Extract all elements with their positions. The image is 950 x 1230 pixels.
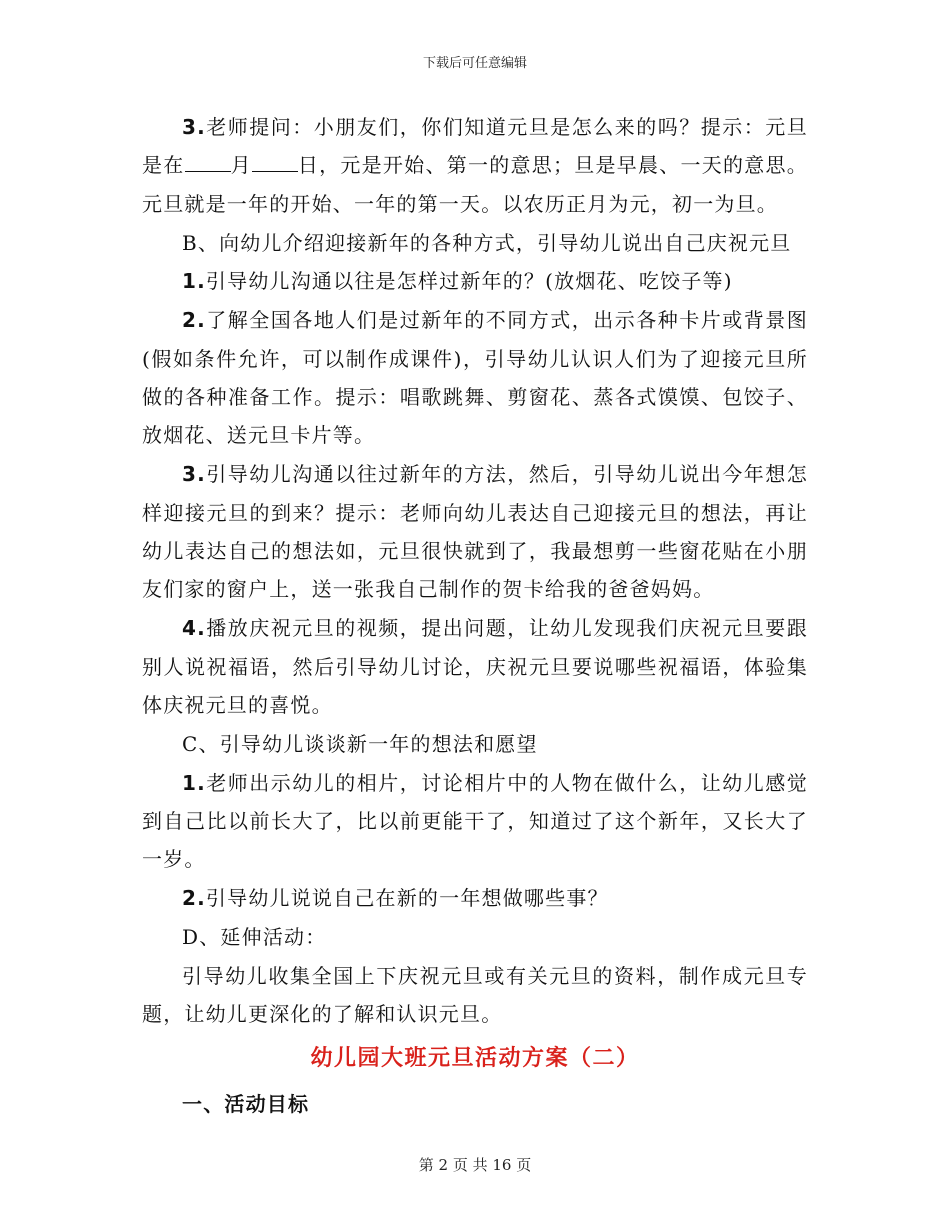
paragraph xyxy=(142,301,808,455)
list-number: 1. xyxy=(182,269,206,294)
paragraph xyxy=(142,957,808,1034)
paragraph-text: 引导幼儿收集全国上下庆祝元旦或有关元旦的资料，制作成元旦专题，让幼儿更深化的了解和认识元旦。 xyxy=(142,963,808,1027)
document-body xyxy=(142,108,808,1124)
paragraph-text: D、延伸活动： xyxy=(182,925,327,950)
list-number: 2. xyxy=(182,886,206,911)
fill-in-blank xyxy=(185,151,231,172)
section-title: 幼儿园大班元旦活动方案（二） xyxy=(310,1044,640,1071)
paragraph xyxy=(142,609,808,724)
paragraph-text: C、引导幼儿谈谈新一年的想法和愿望 xyxy=(182,731,538,756)
paragraph-text: B、向幼儿介绍迎接新年的各种方式，引导幼儿说出自己庆祝元旦 xyxy=(182,230,792,255)
paragraph xyxy=(142,725,808,763)
paragraph xyxy=(142,879,808,917)
paragraph-text: 老师出示幼儿的相片，讨论相片中的人物在做什么，让幼儿感觉到自己比以前长大了，比以前更能干了，知道过了这个新年，又长大了一岁。 xyxy=(142,770,808,872)
fill-in-blank xyxy=(252,151,298,172)
paragraph-text: 了解全国各地人们是过新年的不同方式，出示各种卡片或背景图(假如条件允许，可以制作成课件)，引导幼儿认识人们为了迎接元旦所做的各种准备工作。提示：唱歌跳舞、剪窗花、蒸各式馍馍、包饺子、放烟花、送元旦卡片等。 xyxy=(142,308,808,448)
paragraph xyxy=(142,224,808,262)
paragraph xyxy=(142,108,808,223)
paragraph xyxy=(142,764,808,879)
paragraph xyxy=(142,455,808,609)
paragraph-text: 引导幼儿沟通以往过新年的方法，然后，引导幼儿说出今年想怎样迎接元旦的到来？提示：老师向幼儿表达自己迎接元旦的想法，再让幼儿表达自己的想法如，元旦很快就到了，我最想剪一些窗花贴在小朋友们家的窗户上，送一张我自己制作的贺卡给我的爸爸妈妈。 xyxy=(142,462,808,602)
list-number: 4. xyxy=(182,616,206,641)
list-number: 3. xyxy=(182,115,206,139)
paragraph-text: 播放庆祝元旦的视频，提出问题，让幼儿发现我们庆祝元旦要跟别人说祝福语，然后引导幼儿讨论，庆祝元旦要说哪些祝福语，体验集体庆祝元旦的喜悦。 xyxy=(142,616,808,718)
paragraph xyxy=(142,918,808,956)
paragraph-text: 老师提问：小朋友们，你们知道元旦是怎么来的吗？提示：元旦是在 xyxy=(142,115,808,178)
paragraph-text: 月 xyxy=(230,153,252,178)
page-footer: 第 2 页 共 16 页 xyxy=(418,1156,532,1174)
paragraph-text: 引导幼儿说说自己在新的一年想做哪些事？ xyxy=(205,886,609,911)
list-number: 3. xyxy=(182,462,206,487)
list-number: 1. xyxy=(182,770,206,795)
paragraph-text: 引导幼儿沟通以往是怎样过新年的？(放烟花、吃饺子等) xyxy=(205,269,733,294)
page-header: 下载后可任意编辑 xyxy=(422,56,527,71)
list-number: 2. xyxy=(182,308,206,333)
subsection-heading: 一、活动目标 xyxy=(182,1091,310,1116)
paragraph xyxy=(142,262,808,300)
paragraph-text: 日，元是开始、第一的意思；旦是早晨、一天的意思。元旦就是一年的开始、一年的第一天。以农历正月为元，初一为旦。 xyxy=(142,153,808,216)
